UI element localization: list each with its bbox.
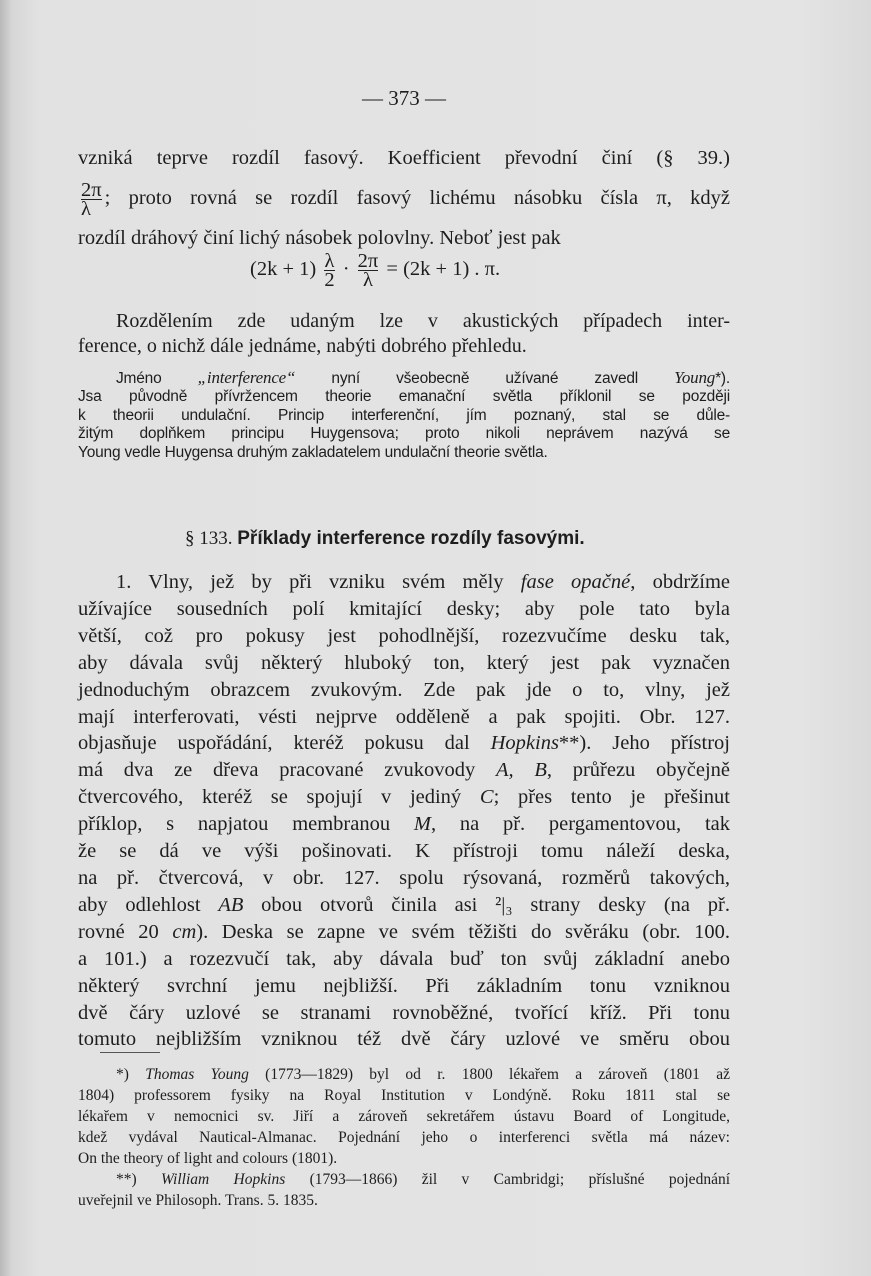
footnote-line [78,1127,730,1148]
text-segment: , obdržíme [630,571,730,593]
text-line [78,309,730,334]
text-line [78,757,730,784]
text-segment: příklop, s napjatou membranou [78,813,414,836]
text-segment: ). Deska se zapne ve svém těžišti do svěráku (obr. 100. [196,920,730,943]
text-segment: k theorii undulační. Princip interferenční, jím poznaný, stal se důle- [78,406,730,424]
text-line [78,1026,730,1053]
italic-text: Young [674,368,716,387]
text-segment: tomuto nejbližším vzniknou též dvě čáry uzlové ve směru obou [78,1028,730,1051]
text-segment: a 101.) a rozezvučí tak, aby dávala buď ton svůj základní anebo [78,947,730,970]
text-segment: *) [116,1066,146,1083]
text-line [78,623,730,650]
text-segment: čtvercového, kteréž se spojují v jediný [78,786,480,809]
paragraph-history-note [78,369,730,462]
text-line [78,334,730,359]
text-line [78,946,730,973]
text-segment: kdež vydával Nautical-Almanac. Pojednání jeho o interferenci světla má název: [78,1129,730,1146]
text-segment: Jsa původně přívržencem theorie emanační světla příklonil se později [78,388,730,406]
text-line [78,677,730,704]
text-segment: 1804) professorem fysiky na Royal Institution v Londýně. Roku 1811 stal se [78,1087,730,1104]
section-title: Příklady interference rozdíly fasovými. [237,528,585,549]
text-segment: Rozdělením zde udaným lze v akustických případech inter- [116,310,730,332]
text-segment: uveřejnil ve Philosoph. Trans. 5. 1835. [78,1192,318,1209]
fraction [358,252,379,289]
text-segment: ; přes tento je přešinut [493,786,730,809]
fraction-numerator: 2π [81,178,102,201]
text-segment: On the theory of light and colours (1801). [78,1150,338,1167]
footnote-line [78,1085,730,1106]
text-segment: užívajíce sousedních polí kmitající desky; aby pole tato byla [78,597,730,620]
paragraph-intro [78,138,730,258]
fraction [81,178,102,220]
text-line [78,919,730,946]
italic-text: William Hopkins [161,1171,286,1188]
footnote-line [78,1169,730,1190]
section-number: § 133. [185,528,233,549]
text-segment: ference, o nichž dále jednáme, nabýti dobrého přehledu. [78,335,527,357]
fraction-numerator: λ [324,250,335,272]
fraction-numerator: 2π [357,250,379,272]
equation-right: = (2k + 1) . π. [386,258,501,281]
text-line [78,596,730,623]
text-line [78,730,730,757]
text-segment: některý svrchní jemu nejbližší. Při základním tonu vzniknou [78,974,730,997]
text-segment: (1793—1866) žil v Cambridgi; příslušné pojednání [285,1171,730,1188]
italic-text: „interference“ [197,368,296,387]
text-line [78,1000,730,1027]
text-segment: *). [715,370,730,387]
fraction-denominator: 2 [324,269,335,291]
paragraph-examples [78,569,730,1053]
fraction-denominator: λ [81,197,91,220]
italic-text: M [413,813,431,836]
italic-text: Hopkins [490,732,559,755]
footnote-divider [100,1052,160,1053]
text-segment: aby dávala svůj některý hluboký ton, který jest pak vyznačen [78,651,730,674]
text-line [78,704,730,731]
text-segment: aby odlehlost [78,893,219,916]
equation-left: (2k + 1) [250,258,317,281]
italic-text: cm [172,920,197,943]
fraction-denominator: λ [363,269,373,291]
text-line [78,865,730,892]
text-segment: na př. čtvercová, v obr. 127. spolu rýsovaná, rozměrů takových, [78,866,730,889]
text-line [78,838,730,865]
text-segment: obou otvorů činila asi ²|₃ strany desky (na př. [243,893,731,916]
italic-text: A, B [495,759,547,782]
footnotes [78,1064,730,1211]
text-line [78,784,730,811]
paragraph-overview [78,309,730,359]
page-number: — 373 — [362,86,446,110]
footnote-line [78,1064,730,1085]
text-segment: nyní všeobecně užívané zavedl [295,370,675,387]
text-segment: že se dá ve výši pošinovati. K přístroji tomu náleží deska, [78,840,730,863]
text-segment: , průřezu obyčejně [546,759,731,782]
italic-text: Thomas Young [145,1066,249,1083]
text-segment: , na př. pergamentovou, tak [430,813,730,836]
text-line [78,388,730,406]
text-line [78,369,730,388]
italic-text: AB [218,893,244,916]
text-segment: má dva ze dřeva pracované zvukovody [78,759,496,782]
section-heading [185,528,585,550]
text-segment: Young vedle Huygensa druhým zakladatelem undulační theorie světla. [78,443,548,461]
text-line [78,973,730,1000]
text-line: rozdíl dráhový činí lichý násobek polovlny. Neboť jest pak [78,227,561,249]
text-line [78,892,730,919]
text-segment: 1. Vlny, jež by při vzniku svém měly [116,571,521,593]
equation-dot: · [342,258,350,281]
footnote-line [78,1106,730,1127]
text-segment: lékařem v nemocnici sv. Jiří a zároveň sekretářem ústavu Board of Longitude, [78,1108,730,1125]
italic-text: C [479,786,494,809]
text-line [78,407,730,425]
text-segment: Jméno [116,370,198,387]
footnote-line [78,1190,730,1211]
text-line [78,811,730,838]
text-line [78,444,730,462]
text-segment: (1773—1829) byl od r. 1800 lékařem a zároveň (1801 až [248,1066,731,1083]
text-segment: ; proto rovná se rozdíl fasový lichému násobku čísla π, když [104,187,730,209]
text-segment: objasňuje uspořádání, kteréž pokusu dal [78,732,491,755]
text-segment: jednoduchým obrazcem zvukovým. Zde pak jde o to, vlny, jež [78,678,730,701]
fraction [324,252,334,289]
text-segment: větší, což pro pokusy jest pohodlnější, rozezvučíme desku tak, [78,624,730,647]
text-line [78,650,730,677]
text-line [78,569,730,596]
text-line [78,178,730,218]
text-segment: rovné 20 [78,920,173,943]
equation [250,252,500,289]
text-line: vzniká teprve rozdíl fasový. Koefficient převodní činí (§ 39.) [78,147,730,169]
text-line [78,425,730,443]
text-segment: mají interferovati, vésti nejprve odděleně a pak spojiti. Obr. 127. [78,705,730,728]
footnote-line [78,1148,730,1169]
italic-text: fase opačné [520,571,631,593]
text-segment: dvě čáry uzlové se stranami rovnoběžné, tvořící kříž. Při tonu [78,1001,730,1024]
text-segment: **). Jeho přístroj [558,732,731,755]
text-segment: **) [116,1171,161,1188]
text-segment: žitým doplňkem principu Huygensova; proto nikoli neprávem nazývá se [78,425,730,443]
